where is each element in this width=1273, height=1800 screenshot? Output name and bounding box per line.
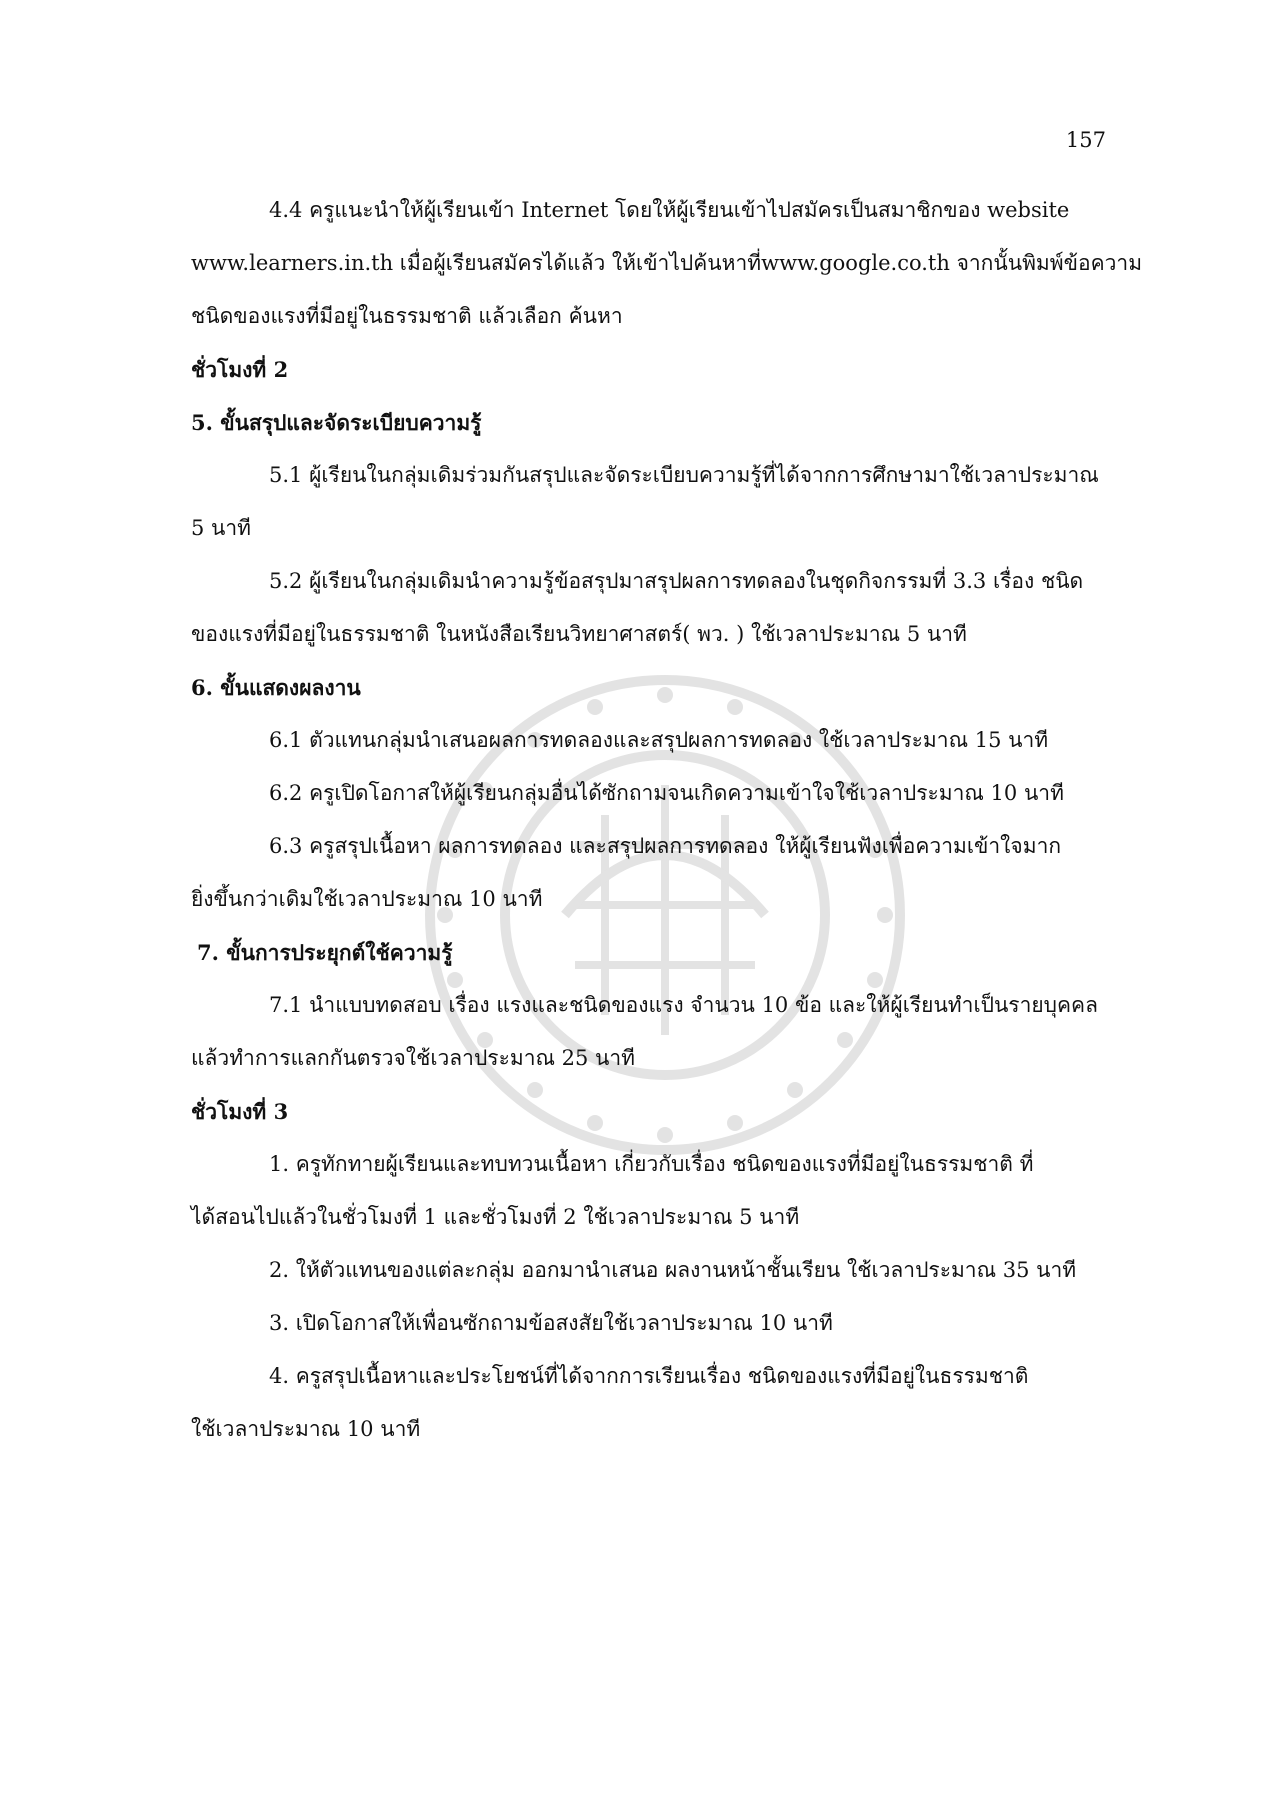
paragraph-line: ได้สอนไปแล้วในชั่วโมงที่ 1 และชั่วโมงที่ 2 ใช้เวลาประมาณ 5 นาที [191, 1205, 800, 1229]
paragraph-line: 7.1 นำแบบทดสอบ เรื่อง แรงและชนิดของแรง จำนวน 10 ข้อ และให้ผู้เรียนทำเป็นรายบุคคล [269, 993, 1098, 1017]
section-heading: ชั่วโมงที่ 3 [191, 1099, 289, 1124]
paragraph-line: 5.1 ผู้เรียนในกลุ่มเดิมร่วมกันสรุปและจัดระเบียบความรู้ที่ได้จากการศึกษามาใช้เวลาประมาณ [269, 463, 1099, 487]
paragraph-line: 4. ครูสรุปเนื้อหาและประโยชน์ที่ได้จากการเรียนเรื่อง ชนิดของแรงที่มีอยู่ในธรรมชาติ [269, 1364, 1029, 1388]
paragraph-line: ชนิดของแรงที่มีอยู่ในธรรมชาติ แล้วเลือก ค้นหา [191, 304, 623, 328]
page-number: 157 [1065, 128, 1106, 152]
paragraph-line: 3. เปิดโอกาสให้เพื่อนซักถามข้อสงสัยใช้เวลาประมาณ 10 นาที [269, 1311, 833, 1335]
paragraph-line: 6.1 ตัวแทนกลุ่มนำเสนอผลการทดลองและสรุปผลการทดลอง ใช้เวลาประมาณ 15 นาที [269, 728, 1049, 752]
section-heading: 5. ขั้นสรุปและจัดระเบียบความรู้ [191, 410, 482, 435]
paragraph-line: 4.4 ครูแนะนำให้ผู้เรียนเข้า Internet โดยให้ผู้เรียนเข้าไปสมัครเป็นสมาชิกของ website [269, 198, 1070, 222]
paragraph-line: 5 นาที [191, 516, 252, 540]
paragraph-line: 1. ครูทักทายผู้เรียนและทบทวนเนื้อหา เกี่ยวกับเรื่อง ชนิดของแรงที่มีอยู่ในธรรมชาติ ที่ [269, 1152, 1034, 1176]
document-body [191, 198, 1143, 1472]
paragraph-line: 5.2 ผู้เรียนในกลุ่มเดิมนำความรู้ข้อสรุปมาสรุปผลการทดลองในชุดกิจกรรมที่ 3.3 เรื่อง ชนิด [269, 569, 1084, 593]
paragraph-line: 2. ให้ตัวแทนของแต่ละกลุ่ม ออกมานำเสนอ ผลงานหน้าชั้นเรียน ใช้เวลาประมาณ 35 นาที [269, 1258, 1077, 1282]
section-heading: 6. ขั้นแสดงผลงาน [191, 675, 361, 700]
paragraph-line: ใช้เวลาประมาณ 10 นาที [191, 1417, 421, 1441]
paragraph-line: 6.3 ครูสรุปเนื้อหา ผลการทดลอง และสรุปผลการทดลอง ให้ผู้เรียนฟังเพื่อความเข้าใจมาก [269, 834, 1062, 858]
section-heading: ชั่วโมงที่ 2 [191, 357, 289, 382]
section-heading: 7. ขั้นการประยุกต์ใช้ความรู้ [197, 940, 453, 965]
paragraph-line: แล้วทำการแลกกันตรวจใช้เวลาประมาณ 25 นาที [191, 1046, 636, 1070]
paragraph-line: ยิ่งขึ้นกว่าเดิมใช้เวลาประมาณ 10 นาที [191, 887, 543, 911]
paragraph-line: www.learners.in.th เมื่อผู้เรียนสมัครได้แล้ว ให้เข้าไปค้นหาที่www.google.co.th จากนั้นพิมพ์ข้อความ [191, 251, 1143, 275]
paragraph-line: ของแรงที่มีอยู่ในธรรมชาติ ในหนังสือเรียนวิทยาศาสตร์( พว. ) ใช้เวลาประมาณ 5 นาที [191, 622, 967, 646]
paragraph-line: 6.2 ครูเปิดโอกาสให้ผู้เรียนกลุ่มอื่นได้ซักถามจนเกิดความเข้าใจใช้เวลาประมาณ 10 นาที [269, 781, 1064, 805]
